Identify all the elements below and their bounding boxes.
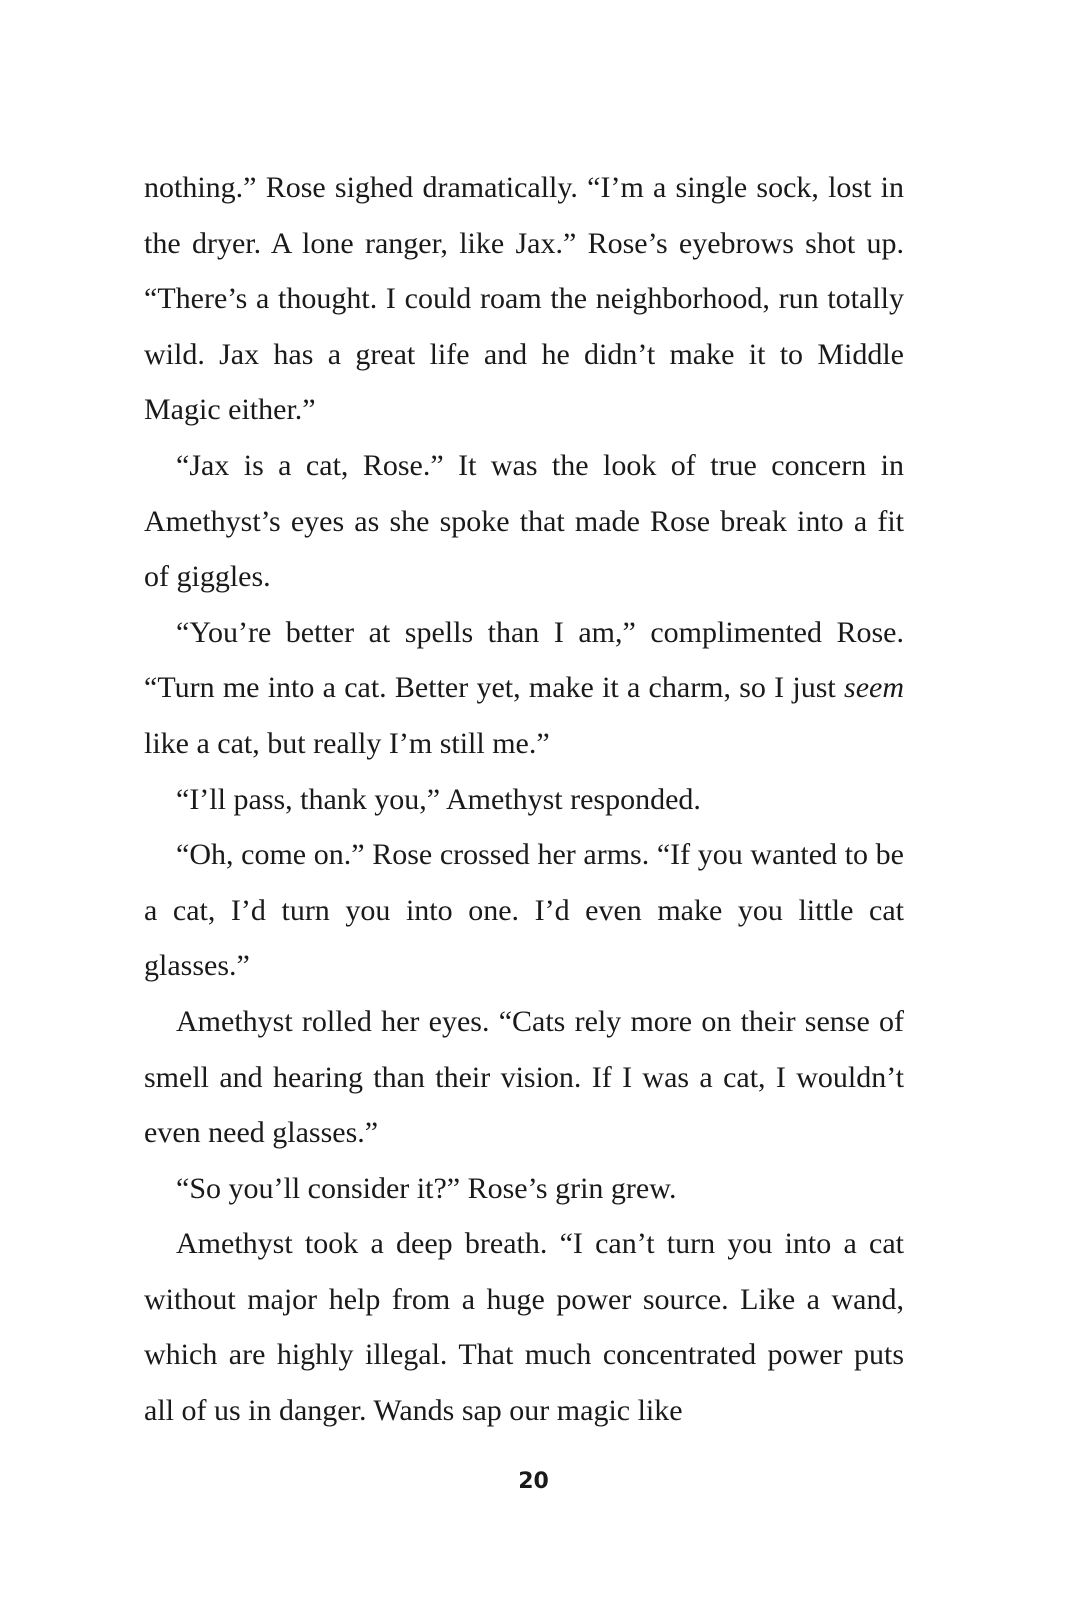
paragraph: “So you’ll consider it?” Rose’s grin grew. (176, 1171, 677, 1205)
paragraph: “I’ll pass, thank you,” Amethyst responded. (176, 782, 701, 816)
paragraph: nothing.” Rose sighed dramatically. “I’m a single sock, lost in the dryer. A lone ranger, like Jax.” Rose’s eyebrows shot up. “There’s a thought. I could roam the neighborhood, run totally wild. Jax has a great life and he didn’t make it to Middle Magic either.” (144, 171, 904, 427)
paragraph: “Oh, come on.” Rose crossed her arms. “If you wanted to be a cat, I’d turn you into one. I’d even make you little cat glasses.” (144, 838, 904, 983)
page-number: 20 (518, 1469, 549, 1494)
paragraph-text: like a cat, but really I’m still me.” (144, 726, 550, 760)
body-text (144, 160, 904, 1439)
paragraph (144, 605, 904, 772)
paragraph: Amethyst rolled her eyes. “Cats rely more on their sense of smell and hearing than their vision. If I was a cat, I wouldn’t even need glasses.” (144, 1004, 904, 1150)
italic-emphasis: seem (844, 671, 904, 705)
paragraph: Amethyst took a deep breath. “I can’t turn you into a cat without major help from a huge power source. Like a wand, which are highly illegal. That much concentrated power puts all of us in danger. Wands sap our magic like (144, 1227, 904, 1428)
paragraph: “Jax is a cat, Rose.” It was the look of true concern in Amethyst’s eyes as she spoke that made Rose break into a fit of giggles. (144, 448, 904, 594)
paragraph-text: “You’re better at spells than I am,” complimented Rose. “Turn me into a cat. Better yet, make it a charm, so I just (144, 615, 904, 705)
